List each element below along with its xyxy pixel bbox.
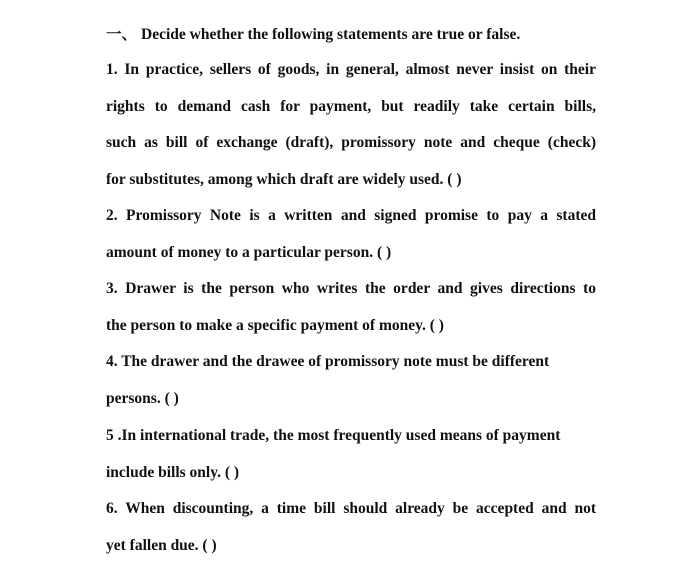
- question-2-line-2: amount of money to a particular person. ( ): [106, 243, 392, 261]
- section-marker: 一、: [106, 26, 138, 43]
- question-1-line-4: for substitutes, among which draft are widely used. ( ): [106, 170, 462, 188]
- question-1: [106, 59, 596, 205]
- question-3: [106, 278, 596, 351]
- question-3-line-1: 3. Drawer is the person who writes the order and gives directions to: [106, 280, 596, 297]
- question-6: [106, 498, 596, 571]
- question-5-line-2: include bills only. ( ): [106, 463, 240, 481]
- question-1-line-2: rights to demand cash for payment, but readily take certain bills,: [106, 97, 596, 115]
- question-4: [106, 351, 596, 424]
- question-6-line-2: yet fallen due. ( ): [106, 536, 217, 554]
- question-1-line-1: 1. In practice, sellers of goods, in general, almost never insist on their: [106, 61, 596, 78]
- question-2-line-1: 2. Promissory Note is a written and signed promise to pay a stated: [106, 207, 596, 224]
- question-4-line-1: 4. The drawer and the drawee of promissory note must be different: [106, 353, 550, 370]
- question-4-line-2: persons. ( ): [106, 389, 179, 407]
- question-5: [106, 425, 596, 498]
- question-5-line-1: 5 .In international trade, the most frequently used means of payment: [106, 427, 561, 444]
- question-1-line-3: such as bill of exchange (draft), promissory note and cheque (check): [106, 134, 596, 152]
- section-heading: [106, 22, 520, 44]
- section-heading-text: Decide whether the following statements are true or false.: [141, 26, 521, 43]
- question-2: [106, 205, 596, 278]
- question-3-line-2: the person to make a specific payment of money. ( ): [106, 316, 444, 334]
- question-6-line-1: 6. When discounting, a time bill should already be accepted and not: [106, 500, 596, 517]
